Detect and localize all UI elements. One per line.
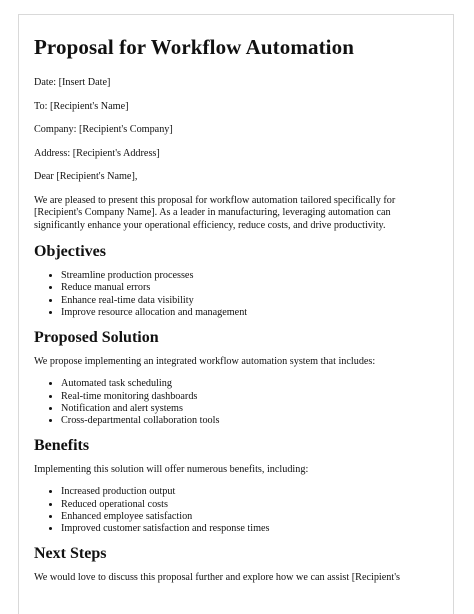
list-item: • Notification and alert systems [61,403,436,415]
list-item: • Enhanced employee satisfaction [61,511,436,523]
objectives-list [34,270,436,320]
document-page [18,14,454,614]
intro-paragraph: We are pleased to present this proposal for workflow automation tailored specifically for [Recipient's Company Name]. As a leader in manufacturing, leveraging automation can significantly enhance your operational efficiency, reduce costs, and drive productivity. [34,194,396,231]
list-item: • Improve resource allocation and management [61,307,436,319]
benefits-heading: Benefits [34,436,90,454]
benefits-list [34,486,436,536]
next-steps-heading: Next Steps [34,544,107,562]
salutation: Dear [Recipient's Name], [34,171,138,182]
list-item: • Increased production output [61,486,436,498]
list-item: • Real-time monitoring dashboards [61,391,436,403]
list-item: • Automated task scheduling [61,378,436,390]
list-item: • Reduced operational costs [61,499,436,511]
document-content [34,33,436,594]
benefits-intro: Implementing this solution will offer numerous benefits, including: [34,463,309,475]
proposed-solution-list [34,378,436,428]
list-item: • Enhance real-time data visibility [61,295,436,307]
document-title: Proposal for Workflow Automation [34,35,354,59]
list-item: • Streamline production processes [61,270,436,282]
list-item: • Cross-departmental collaboration tools [61,415,436,427]
objectives-heading: Objectives [34,243,106,260]
next-steps-paragraph: We would love to discuss this proposal further and explore how we can assist [Recipient's [34,571,400,583]
proposed-solution-intro: We propose implementing an integrated workflow automation system that includes: [34,355,376,367]
date-field: Date: [Insert Date] [34,77,111,88]
address-field: Address: [Recipient's Address] [34,147,160,159]
proposed-solution-heading: Proposed Solution [34,328,159,346]
list-item: • Improved customer satisfaction and response times [61,523,436,535]
company-field: Company: [Recipient's Company] [34,124,173,135]
list-item: • Reduce manual errors [61,282,436,294]
recipient-name-field: To: [Recipient's Name] [34,100,129,112]
